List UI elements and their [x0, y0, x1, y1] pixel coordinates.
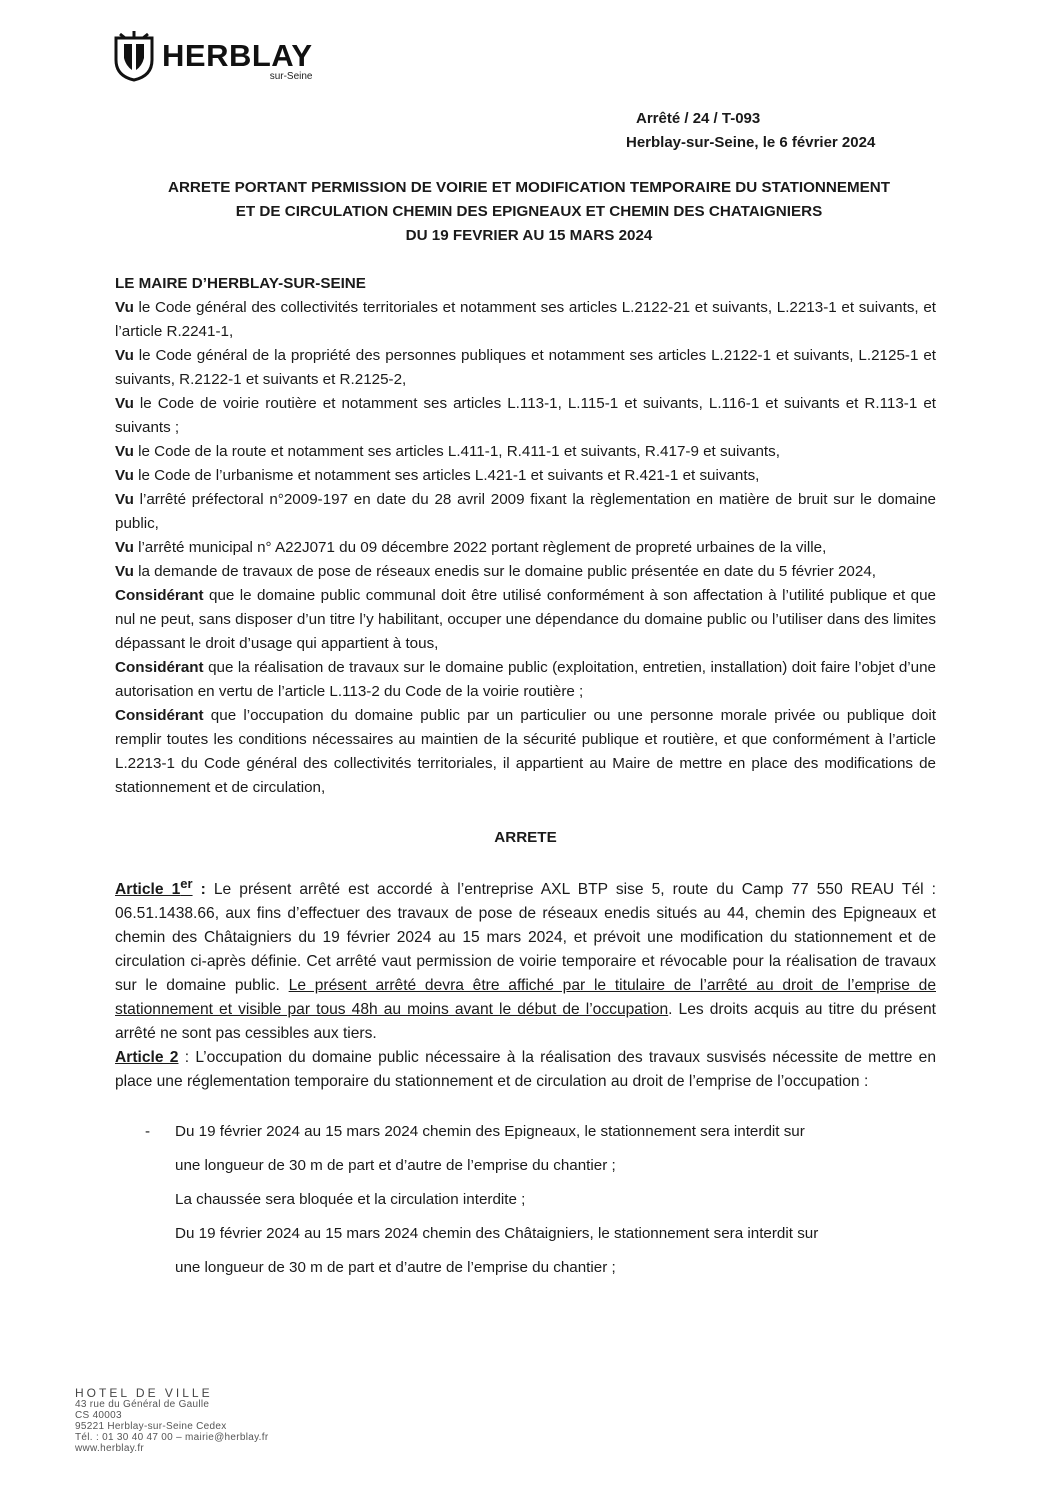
consideration-text: que le domaine public communal doit être utilisé conformément à son affectation à l’utilité publique et que nul ne peut, sans disposer d’un titre l’y habilitant, occuper une dépendance du domaine public ou l’utiliser dans des limites dépassant le droit d’usage qui appartient à tous, [115, 587, 936, 652]
list-item [115, 1188, 936, 1212]
consideration [115, 344, 936, 392]
consideration-lead: Vu [115, 467, 134, 484]
consideration-text: que la réalisation de travaux sur le domaine public (exploitation, entretien, installation) doit faire l’objet d’une autorisation en vertu de l’article L.113-2 du Code de la voirie routière ; [115, 659, 936, 700]
consideration-lead: Vu [115, 347, 134, 364]
consideration-text: le Code de voirie routière et notamment ses articles L.113-1, L.115-1 et suivants, L.116-1 et suivants et R.113-1 et suivants ; [115, 395, 936, 436]
article-1-text-end: . Les droits acquis au titre du présent arrêté ne sont pas cessibles aux tiers. [115, 1001, 936, 1043]
arrete-heading: ARRETE [494, 829, 557, 846]
consideration-text: l’arrêté préfectoral n°2009-197 en date du 28 avril 2009 fixant la règlementation en matière de bruit sur le domaine public, [115, 491, 936, 532]
title-line: ET DE CIRCULATION CHEMIN DES EPIGNEAUX ET CHEMIN DES CHATAIGNIERS [235, 203, 823, 220]
consideration [115, 440, 936, 464]
list-item-text: une longueur de 30 m de part et d’autre de l’emprise du chantier ; [175, 1259, 616, 1277]
list-item-text: La chaussée sera bloquée et la circulation interdite ; [175, 1191, 526, 1209]
city-crest-icon [112, 30, 156, 82]
article-1-text: Le présent arrêté est accordé à l’entreprise AXL BTP sise 5, route du Camp 77 550 REAU Tél : 06.51.1438.66, aux fins d’effectuer des travaux de pose de réseaux enedis situés au 44, chemin des Epigneaux et chemin des Châtaigniers du 19 février 2024 au 15 mars 2024, et prévoit une modification du stationnement et de circulation ci-après définie. Cet arrêté vaut permission de voirie temporaire et révocable pour la réalisation de travaux sur le domaine public. [115, 881, 936, 995]
list-item [115, 1256, 936, 1280]
consideration-lead: Vu [115, 299, 134, 316]
list-dash: - [145, 1123, 151, 1141]
logo [112, 30, 313, 82]
place-date: Herblay-sur-Seine, le 6 février 2024 [626, 134, 876, 151]
title-line: ARRETE PORTANT PERMISSION DE VOIRIE ET MODIFICATION TEMPORAIRE DU STATIONNEMENT [168, 179, 890, 196]
title-line: DU 19 FEVRIER AU 15 MARS 2024 [405, 227, 653, 244]
consideration-lead: Vu [115, 563, 134, 580]
logo-subtitle: sur-Seine [269, 71, 313, 82]
article-2-label: Article 2 [115, 1049, 179, 1067]
consideration [115, 392, 936, 440]
list-item-text: Du 19 février 2024 au 15 mars 2024 chemin des Châtaigniers, le stationnement sera interdit sur [175, 1225, 819, 1243]
consideration-text: la demande de travaux de pose de réseaux enedis sur le domaine public présentée en date du 5 février 2024, [133, 563, 876, 580]
footer-line: 95221 Herblay-sur-Seine Cedex [75, 1421, 227, 1432]
article-2 [115, 1046, 936, 1094]
article-1-posting-requirement: Le présent arrêté devra être affiché par le titulaire de l’arrêté au droit de l’emprise de stationnement et visible par tous 48h au moins avant le début de l’occupation [115, 977, 936, 1019]
footer-line: 43 rue du Général de Gaulle [75, 1399, 210, 1410]
footer-title: HOTEL DE VILLE [75, 1386, 213, 1400]
article-1 [115, 872, 936, 1046]
article-2-text: : L’occupation du domaine public nécessaire à la réalisation des travaux susvisés nécessite de mettre en place une réglementation temporaire du stationnement et de circulation au droit de l’emprise de l’occupation : [115, 1049, 936, 1091]
document-body [115, 272, 936, 1290]
consideration-lead: Vu [115, 539, 134, 556]
consideration-text: que l’occupation du domaine public par un particulier ou une personne morale privée ou publique doit remplir toutes les conditions nécessaires au maintien de la sécurité publique et routière, et que conformément à l’article L.2213-1 du Code général des collectivités territoriales, il appartient au Maire de mettre en place des modifications de stationnement et de circulation, [115, 707, 936, 796]
consideration-lead: Considérant [115, 707, 204, 724]
consideration-text: le Code général de la propriété des personnes publiques et notamment ses articles L.2122-1 et suivants, L.2125-1 et suivants, R.2122-1 et suivants et R.2125-2, [115, 347, 936, 388]
consideration [115, 584, 936, 656]
decree-title [100, 176, 958, 248]
article-1-colon: : [192, 881, 206, 899]
consideration-lead: Considérant [115, 587, 204, 604]
consideration-text: l’arrêté municipal n° A22J071 du 09 décembre 2022 portant règlement de propreté urbaines de la ville, [133, 539, 827, 556]
consideration-lead: Vu [115, 491, 134, 508]
consideration-text: le Code général des collectivités territoriales et notamment ses articles L.2122-21 et suivants, L.2213-1 et suivants, et l’article R.2241-1, [115, 299, 936, 340]
decree-reference: Arrêté / 24 / T-093 [636, 110, 761, 127]
list-item-text: une longueur de 30 m de part et d’autre de l’emprise du chantier ; [175, 1157, 616, 1175]
consideration [115, 464, 936, 488]
footer-line: www.herblay.fr [75, 1443, 145, 1454]
list-item [115, 1154, 936, 1178]
consideration [115, 560, 936, 584]
article-1-sup: er [180, 876, 193, 891]
list-item [115, 1120, 936, 1144]
consideration-lead: Considérant [115, 659, 204, 676]
footer-line: Tél. : 01 30 40 47 00 – mairie@herblay.fr [75, 1432, 269, 1443]
consideration [115, 536, 936, 560]
consideration-text: le Code de l’urbanisme et notamment ses articles L.421-1 et suivants et R.421-1 et suivants, [133, 467, 760, 484]
logo-wordmark: HERBLAY [162, 38, 313, 73]
measures-list [115, 1120, 936, 1280]
footer-address [75, 1388, 268, 1454]
consideration-lead: Vu [115, 395, 134, 412]
consideration [115, 488, 936, 536]
consideration [115, 704, 936, 800]
article-1-label: Article 1 [115, 881, 181, 899]
consideration-text: le Code de la route et notamment ses articles L.411-1, R.411-1 et suivants, R.417-9 et suivants, [133, 443, 780, 460]
consideration-lead: Vu [115, 443, 134, 460]
mayor-heading: LE MAIRE D’HERBLAY-SUR-SEINE [115, 275, 366, 292]
footer-line: CS 40003 [75, 1410, 122, 1421]
consideration [115, 296, 936, 344]
list-item [115, 1222, 936, 1246]
list-item-text: Du 19 février 2024 au 15 mars 2024 chemin des Epigneaux, le stationnement sera interdit sur [175, 1123, 805, 1141]
consideration [115, 656, 936, 704]
reference-block [626, 107, 875, 155]
